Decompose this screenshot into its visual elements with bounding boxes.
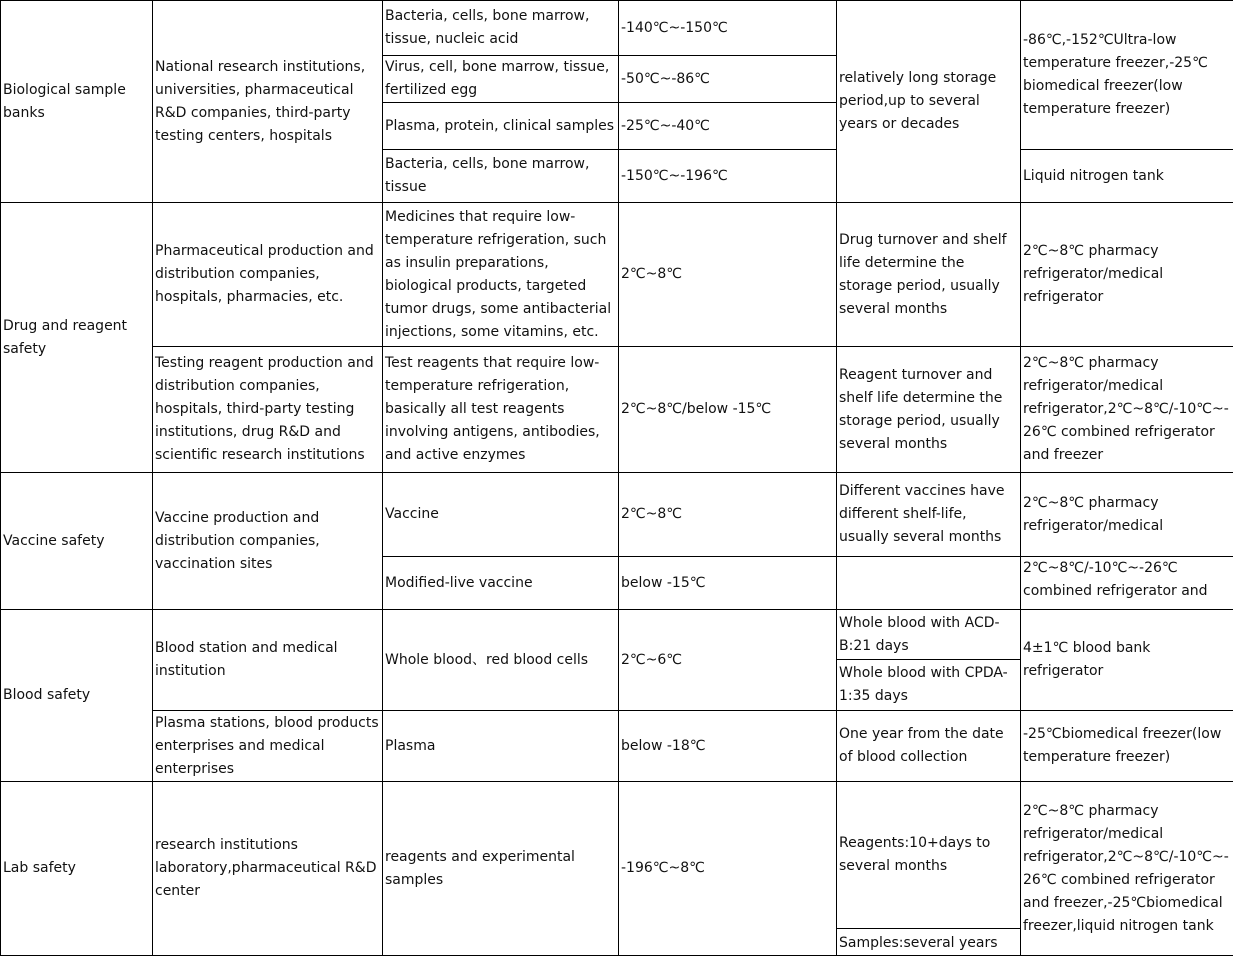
table-row — [1, 1, 1233, 56]
users-cell: Pharmaceutical production and distribution companies, hospitals, pharmacies, etc. — [153, 203, 383, 347]
equipment-cell: 2℃~8℃ pharmacy refrigerator/medical refrigerator,2℃~8℃/-10℃~-26℃ combined refrigerator and freezer — [1021, 347, 1233, 473]
temperature-cell: 2℃~8℃ — [619, 203, 837, 347]
users-cell: Testing reagent production and distribution companies, hospitals, third-party testing institutions, drug R&D and scientific research institutions — [153, 347, 383, 473]
product-cell: Bacteria, cells, bone marrow, tissue, nucleic acid — [383, 1, 619, 56]
users-cell: research institutions laboratory,pharmaceutical R&D center — [153, 782, 383, 956]
temperature-cell: below -15℃ — [619, 557, 837, 610]
users-cell: Vaccine production and distribution companies, vaccination sites — [153, 473, 383, 610]
equipment-cell: 4±1℃ blood bank refrigerator — [1021, 610, 1233, 711]
temperature-cell: 2℃~8℃/below -15℃ — [619, 347, 837, 473]
users-cell: Plasma stations, blood products enterprises and medical enterprises — [153, 711, 383, 782]
temperature-cell: below -18℃ — [619, 711, 837, 782]
storage-period-cell: Reagents:10+days to several months — [837, 782, 1021, 929]
equipment-cell: -25℃biomedical freezer(low temperature freezer) — [1021, 711, 1233, 782]
temperature-cell: 2℃~6℃ — [619, 610, 837, 711]
equipment-cell: 2℃~8℃ pharmacy refrigerator/medical refrigerator — [1021, 203, 1233, 347]
product-cell: Plasma, protein, clinical samples — [383, 103, 619, 150]
storage-period-cell: One year from the date of blood collection — [837, 711, 1021, 782]
storage-period-cell: Whole blood with CPDA-1:35 days — [837, 660, 1021, 711]
category-cell: Vaccine safety — [1, 473, 153, 610]
category-cell: Biological sample banks — [1, 1, 153, 203]
equipment-cell: 2℃~8℃ pharmacy refrigerator/medical refrigerator,2℃~8℃/-10℃~-26℃ combined refrigerator and freezer,-25℃biomedical freezer,liquid nitrogen tank — [1021, 782, 1233, 956]
storage-period-cell: Drug turnover and shelf life determine the storage period, usually several months — [837, 203, 1021, 347]
product-cell: reagents and experimental samples — [383, 782, 619, 956]
table-row — [1, 203, 1233, 347]
temperature-cell: -196℃~8℃ — [619, 782, 837, 956]
temperature-cell: -150℃~-196℃ — [619, 150, 837, 203]
product-cell: Virus, cell, bone marrow, tissue, fertilized egg — [383, 56, 619, 103]
category-cell: Blood safety — [1, 610, 153, 782]
category-cell: Lab safety — [1, 782, 153, 956]
table-row — [1, 610, 1233, 660]
product-cell: Medicines that require low-temperature refrigeration, such as insulin preparations, biological products, targeted tumor drugs, some antibacterial injections, some vitamins, etc. — [383, 203, 619, 347]
storage-period-cell — [837, 557, 1021, 610]
temperature-cell: 2℃~8℃ — [619, 473, 837, 557]
storage-period-cell: Reagent turnover and shelf life determine the storage period, usually several months — [837, 347, 1021, 473]
equipment-cell: 2℃~8℃ pharmacy refrigerator/medical — [1021, 473, 1233, 557]
storage-period-cell: Different vaccines have different shelf-life, usually several months — [837, 473, 1021, 557]
table-row — [1, 473, 1233, 557]
table-row — [1, 782, 1233, 929]
product-cell: Modified-live vaccine — [383, 557, 619, 610]
equipment-cell: -86℃,-152℃Ultra-low temperature freezer,-25℃ biomedical freezer(low temperature freezer) — [1021, 1, 1233, 150]
product-cell: Plasma — [383, 711, 619, 782]
storage-period-cell: Whole blood with ACD-B:21 days — [837, 610, 1021, 660]
storage-period-cell: Samples:several years — [837, 929, 1021, 956]
table-row — [1, 347, 1233, 473]
product-cell: Vaccine — [383, 473, 619, 557]
temperature-cell: -25℃~-40℃ — [619, 103, 837, 150]
temperature-cell: -140℃~-150℃ — [619, 1, 837, 56]
table-row — [1, 711, 1233, 782]
product-cell: Bacteria, cells, bone marrow, tissue — [383, 150, 619, 203]
product-cell: Test reagents that require low-temperature refrigeration, basically all test reagents involving antigens, antibodies, and active enzymes — [383, 347, 619, 473]
product-cell: Whole blood、red blood cells — [383, 610, 619, 711]
equipment-cell: Liquid nitrogen tank — [1021, 150, 1233, 203]
category-cell: Drug and reagent safety — [1, 203, 153, 473]
equipment-cell: 2℃~8℃/-10℃~-26℃ combined refrigerator and — [1021, 557, 1233, 610]
users-cell: National research institutions, universities, pharmaceutical R&D companies, third-party testing centers, hospitals — [153, 1, 383, 203]
users-cell: Blood station and medical institution — [153, 610, 383, 711]
temperature-cell: -50℃~-86℃ — [619, 56, 837, 103]
storage-period-cell: relatively long storage period,up to several years or decades — [837, 1, 1021, 203]
